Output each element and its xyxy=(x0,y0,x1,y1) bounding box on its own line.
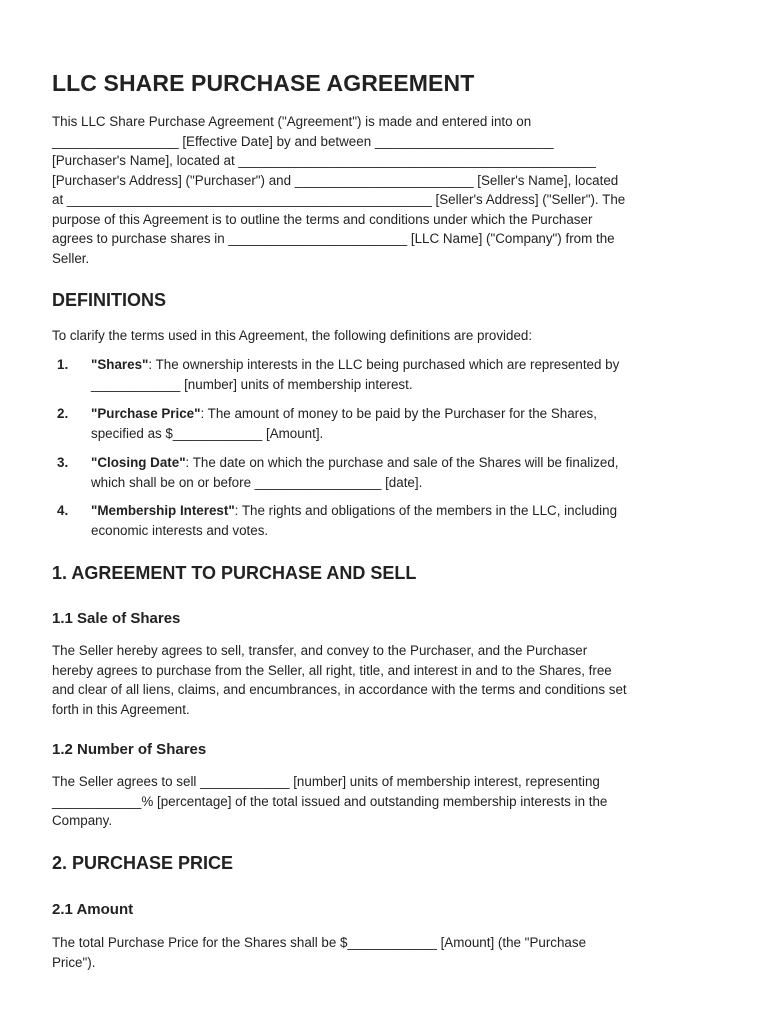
section-2-1-heading: 2.1 Amount xyxy=(52,901,134,918)
definition-term: "Membership Interest" xyxy=(91,503,235,518)
section-1-1-paragraph xyxy=(52,641,722,719)
definition-item xyxy=(52,404,712,443)
definition-text: specified as $____________ [Amount]. xyxy=(91,425,324,441)
paragraph-line: The Seller hereby agrees to sell, transfer, and convey to the Purchaser, and the Purchaser xyxy=(52,643,588,658)
paragraph-line: The Seller agrees to sell ____________ [number] units of membership interest, representing xyxy=(52,774,600,789)
definition-number: 1. xyxy=(57,357,69,372)
definition-text: which shall be on or before _________________ [date]. xyxy=(91,474,423,490)
intro-line: _________________ [Effective Date] by and between ________________________ xyxy=(52,133,554,149)
definitions-intro: To clarify the terms used in this Agreement, the following definitions are provided: xyxy=(52,328,533,343)
definition-text: : The date on which the purchase and sale of the Shares will be finalized, xyxy=(185,455,619,470)
definition-text: : The rights and obligations of the members in the LLC, including xyxy=(234,503,618,518)
definition-term: "Closing Date" xyxy=(91,455,186,470)
definition-term: "Purchase Price" xyxy=(91,406,201,421)
paragraph-line: hereby agrees to purchase from the Seller, all right, title, and interest in and to the Shares, free xyxy=(52,662,612,678)
definition-number: 2. xyxy=(57,406,69,421)
paragraph-line: and clear of all liens, claims, and encumbrances, in accordance with the terms and conditions set xyxy=(52,682,627,697)
definition-term: "Shares" xyxy=(91,357,149,372)
intro-line: agrees to purchase shares in ________________________ [LLC Name] ("Company") from the xyxy=(52,231,615,246)
paragraph-line: The total Purchase Price for the Shares shall be $____________ [Amount] (the "Purchase xyxy=(52,935,587,950)
definition-text: economic interests and votes. xyxy=(91,522,269,538)
section-1-heading: 1. AGREEMENT TO PURCHASE AND SELL xyxy=(52,563,417,583)
definition-number: 3. xyxy=(57,455,69,470)
intro-line: [Purchaser's Address] ("Purchaser") and ________________________ [Seller's Name], located xyxy=(52,172,619,188)
paragraph-line: Company. xyxy=(52,813,113,828)
paragraph-line: ____________% [percentage] of the total issued and outstanding membership interests in the xyxy=(52,793,608,809)
section-1-1-heading: 1.1 Sale of Shares xyxy=(52,610,181,627)
intro-line: purpose of this Agreement is to outline the terms and conditions under which the Purchaser xyxy=(52,211,593,227)
section-2-heading: 2. PURCHASE PRICE xyxy=(52,853,234,873)
definition-item xyxy=(52,453,712,492)
intro-paragraph xyxy=(52,112,722,268)
definition-text: ____________ [number] units of membership interest. xyxy=(91,376,413,392)
intro-line: This LLC Share Purchase Agreement ("Agreement") is made and entered into on xyxy=(52,114,532,129)
document-title: LLC SHARE PURCHASE AGREEMENT xyxy=(52,70,475,96)
intro-line: [Purchaser's Name], located at ________________________________________________ xyxy=(52,153,596,168)
paragraph-line: Price"). xyxy=(52,954,96,970)
section-2-1-paragraph xyxy=(52,933,722,972)
intro-line: Seller. xyxy=(52,250,90,266)
definitions-heading: DEFINITIONS xyxy=(52,290,167,310)
intro-line: at _________________________________________________ [Seller's Address] ("Seller"). The xyxy=(52,192,626,207)
definition-text: : The ownership interests in the LLC being purchased which are represented by xyxy=(148,357,620,372)
definition-item xyxy=(52,355,712,394)
paragraph-line: forth in this Agreement. xyxy=(52,701,190,717)
definition-number: 4. xyxy=(57,503,69,518)
definition-text: : The amount of money to be paid by the Purchaser for the Shares, xyxy=(200,406,597,421)
section-1-2-paragraph xyxy=(52,772,722,831)
section-1-2-heading: 1.2 Number of Shares xyxy=(52,741,207,758)
definition-item xyxy=(52,501,712,540)
